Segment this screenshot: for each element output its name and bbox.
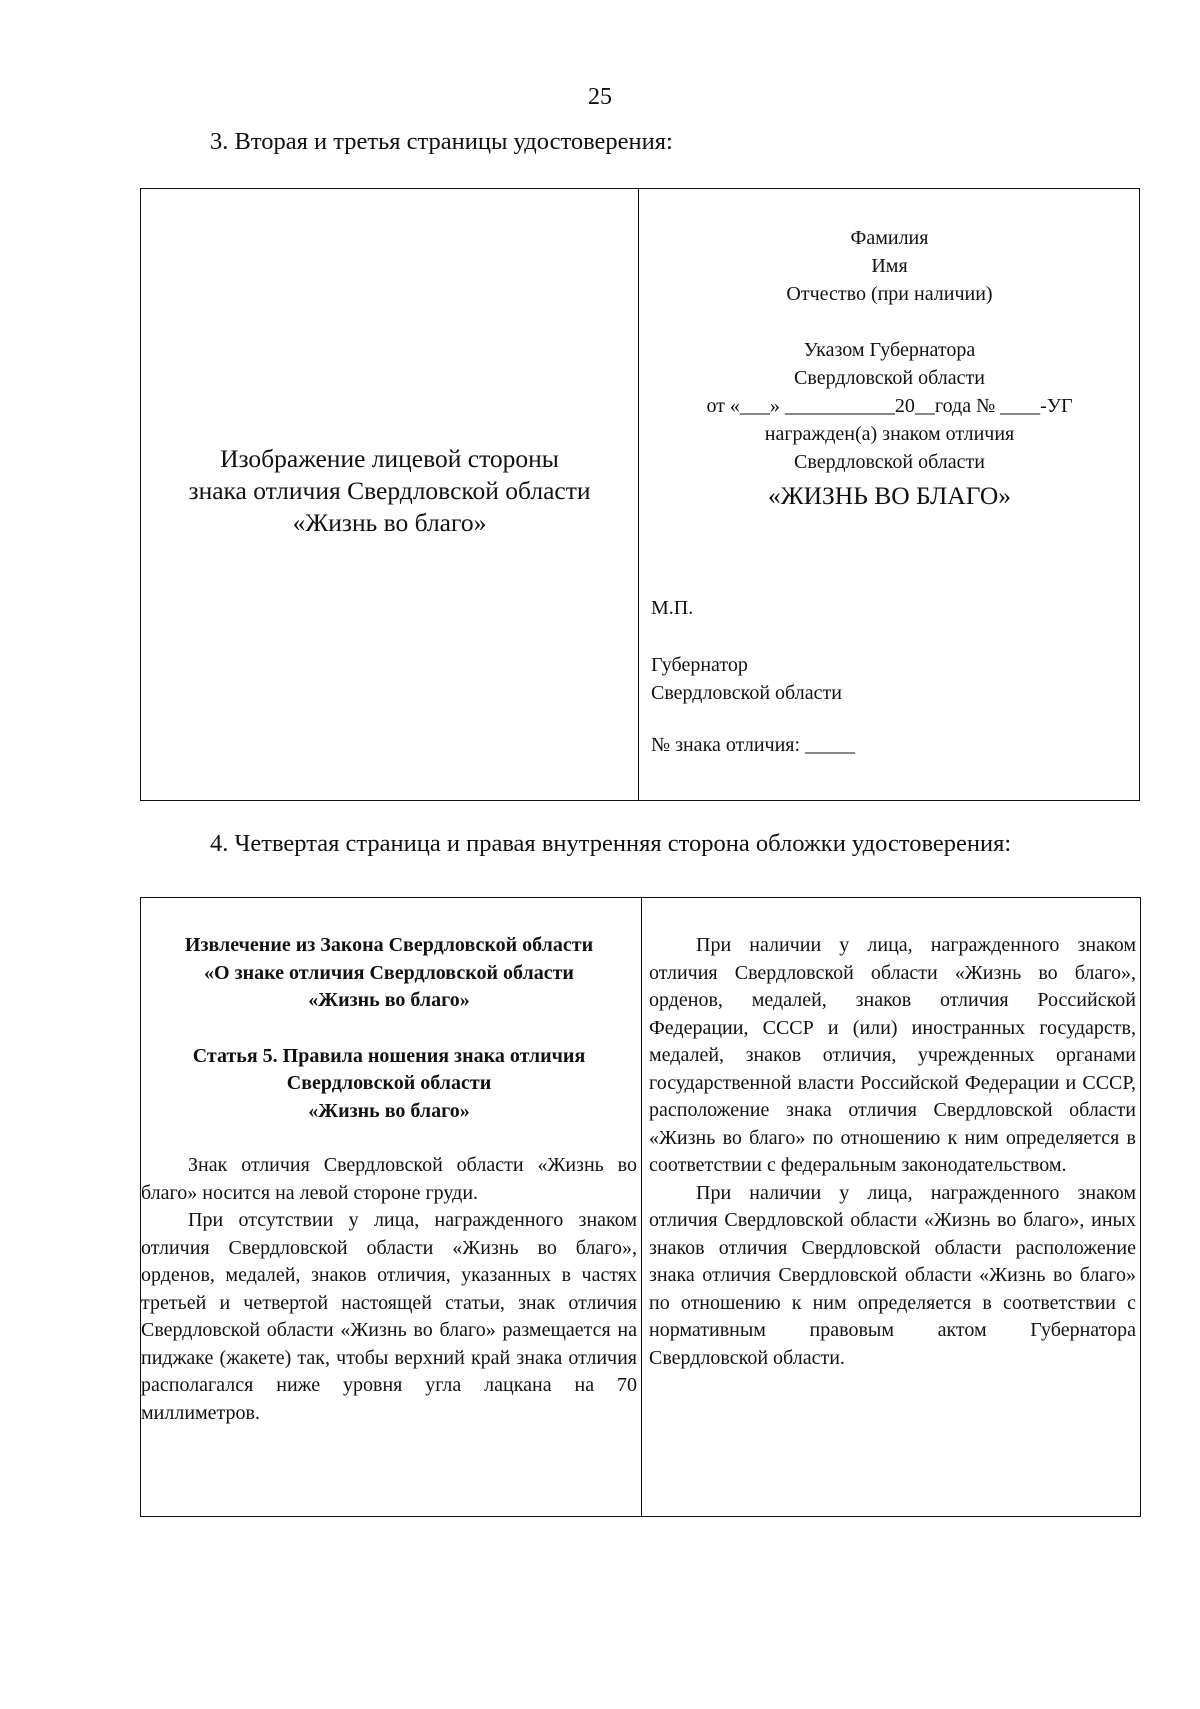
article-title-line: Свердловской области (286, 1072, 492, 1094)
law-extract-cell (141, 932, 641, 1427)
decree-region-line: Свердловской области (794, 367, 985, 389)
governor-signature-block (651, 651, 842, 707)
emblem-caption-line: Изображение лицевой стороны (220, 443, 559, 473)
governor-region: Свердловской области (651, 682, 842, 704)
section-4-heading: 4. Четвертая страница и правая внутренняя сторона обложки удостоверения: (210, 830, 1012, 857)
governor-title: Губернатор (651, 654, 748, 676)
left-paragraph: При отсутствии у лица, награжденного знаком отличия Свердловской области «Жизнь во благо», орденов, медалей, знаков отличия, указанных в частях третьей и четвертой настоящей статьи, знак отличия Свердловской области «Жизнь во благо» размещается на пиджаке (жакете) так, чтобы верхний край знака отличия располагался ниже уровня угла лацкана на 70 миллиметров. (141, 1209, 637, 1424)
page-number: 25 (588, 84, 612, 110)
decree-line: Указом Губернатора (803, 339, 976, 361)
placement-rules-cell (649, 932, 1136, 1372)
surname-label: Фамилия (850, 227, 929, 249)
column-divider (638, 189, 639, 800)
emblem-caption-line: знака отличия Свердловской области (188, 475, 591, 505)
emblem-caption-line: «Жизнь во благо» (292, 507, 487, 537)
holder-name-block (640, 224, 1139, 308)
emblem-image-placeholder (141, 189, 638, 800)
certificate-text-cell (640, 189, 1139, 800)
award-title: «ЖИЗНЬ ВО БЛАГО» (767, 481, 1011, 510)
certificate-pages-2-3-table (140, 188, 1140, 801)
article-title-line: «Жизнь во благо» (308, 1099, 470, 1122)
article-title-line: Статья 5. Правила ношения знака отличия (192, 1044, 586, 1067)
badge-number-line: № знака отличия: _____ (651, 734, 856, 756)
awarded-region-line: Свердловской области (794, 451, 985, 473)
law-title-line: «О знаке отличия Свердловской области (204, 961, 574, 984)
article-title (141, 1043, 637, 1126)
decree-block (640, 336, 1139, 512)
law-title-line: «Жизнь во благо» (308, 989, 470, 1011)
right-paragraph: При наличии у лица, награжденного знаком отличия Свердловской области «Жизнь во благо», иных знаков отличия Свердловской области расположение знака отличия Свердловской области «Жизнь во благо» по отношению к ним определяется в соответствии с нормативным правовым актом Губернатора Свердловской области. (649, 1181, 1136, 1369)
column-divider (641, 898, 642, 1516)
left-paragraph: Знак отличия Свердловской области «Жизнь во благо» носится на левой стороне груди. (141, 1154, 637, 1204)
law-title-line: Извлечение из Закона Свердловской области (184, 934, 594, 956)
section-3-heading: 3. Вторая и третья страницы удостоверения: (210, 128, 673, 155)
right-paragraph: При наличии у лица, награжденного знаком отличия Свердловской области «Жизнь во благо», орденов, медалей, знаков отличия Российской Федерации, СССР и (или) иностранных государств, медалей, знаков отличия, учрежденных органами государственной власти Российской Федерации и СССР, расположение знака отличия Свердловской области «Жизнь во благо» по отношению к ним определяется в соответствии с федеральным законодательством. (649, 934, 1136, 1176)
law-title (141, 932, 637, 1015)
name-label: Имя (871, 255, 908, 277)
seal-mark: М.П. (651, 597, 694, 619)
patronymic-label: Отчество (при наличии) (786, 283, 993, 305)
decree-date-line: от «___» ___________20__года № ____-УГ (706, 395, 1073, 417)
awarded-line: награжден(а) знаком отличия (764, 423, 1015, 445)
certificate-page-4-table (140, 897, 1141, 1517)
